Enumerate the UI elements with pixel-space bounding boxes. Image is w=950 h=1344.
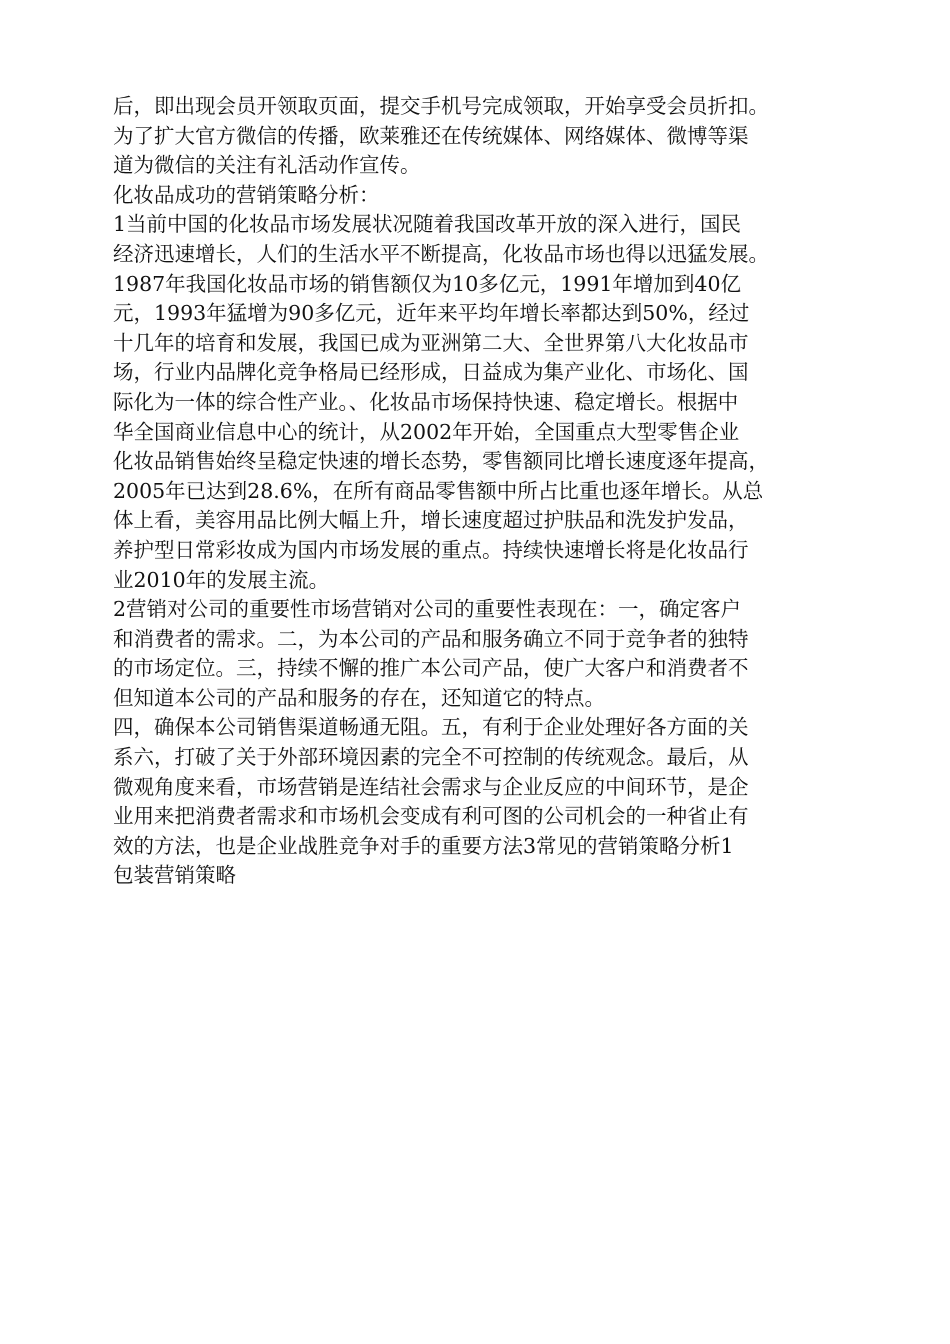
text-line: 场，行业内品牌化竞争格局已经形成，日益成为集产业化、市场化、国 bbox=[113, 360, 749, 385]
text-line: 业用来把消费者需求和市场机会变成有利可图的公司机会的一种省止有 bbox=[113, 804, 749, 829]
text-line: 体上看，美容用品比例大幅上升，增长速度超过护肤品和洗发护发品， bbox=[113, 508, 749, 533]
text-line: 1当前中国的化妆品市场发展状况随着我国改革开放的深入进行，国民 bbox=[113, 212, 742, 237]
text-line: 华全国商业信息中心的统计，从2002年开始，全国重点大型零售企业 bbox=[113, 419, 740, 444]
text-line: 效的方法，也是企业战胜竞争对手的重要方法3常见的营销策略分析1 bbox=[113, 833, 734, 858]
text-line: 际化为一体的综合性产业。、化妆品市场保持快速、稳定增长。根据中 bbox=[113, 389, 739, 414]
text-line: 微观角度来看，市场营销是连结社会需求与企业反应的中间环节，是企 bbox=[113, 774, 749, 799]
text-line: 十几年的培育和发展，我国已成为亚洲第二大、全世界第八大化妆品市 bbox=[113, 330, 749, 355]
text-line: 1987年我国化妆品市场的销售额仅为10多亿元，1991年增加到40亿 bbox=[113, 271, 742, 296]
text-line: 2005年已达到28.6%，在所有商品零售额中所占比重也逐年增长。从总 bbox=[113, 478, 764, 503]
text-line: 道为微信的关注有礼活动作宣传。 bbox=[113, 153, 421, 178]
section-heading: 化妆品成功的营销策略分析： bbox=[113, 182, 380, 207]
body-text bbox=[113, 92, 873, 891]
text-line: 四，确保本公司销售渠道畅通无阻。五，有利于企业处理好各方面的关 bbox=[113, 715, 749, 740]
text-line: 为了扩大官方微信的传播，欧莱雅还在传统媒体、网络媒体、微博等渠 bbox=[113, 123, 749, 148]
text-line: 养护型日常彩妆成为国内市场发展的重点。持续快速增长将是化妆品行 bbox=[113, 537, 749, 562]
text-line: 但知道本公司的产品和服务的存在，还知道它的特点。 bbox=[113, 685, 605, 710]
text-line: 经济迅速增长，人们的生活水平不断提高，化妆品市场也得以迅猛发展。 bbox=[113, 241, 769, 266]
text-line: 后，即出现会员开领取页面，提交手机号完成领取，开始享受会员折扣。 bbox=[113, 94, 769, 118]
text-line: 元，1993年猛增为90多亿元，近年来平均年增长率都达到50%，经过 bbox=[113, 301, 750, 326]
text-line: 2营销对公司的重要性市场营销对公司的重要性表现在：一，确定客户 bbox=[113, 597, 742, 622]
text-line: 和消费者的需求。二，为本公司的产品和服务确立不同于竞争者的独特 bbox=[113, 626, 749, 651]
text-line: 化妆品销售始终呈稳定快速的增长态势，零售额同比增长速度逐年提高， bbox=[113, 449, 769, 474]
text-line: 的市场定位。三，持续不懈的推广本公司产品，使广大客户和消费者不 bbox=[113, 656, 749, 681]
text-line: 业2010年的发展主流。 bbox=[113, 567, 330, 592]
text-line: 包装营销策略 bbox=[113, 863, 236, 888]
text-line: 系六，打破了关于外部环境因素的完全不可控制的传统观念。最后，从 bbox=[113, 745, 749, 770]
